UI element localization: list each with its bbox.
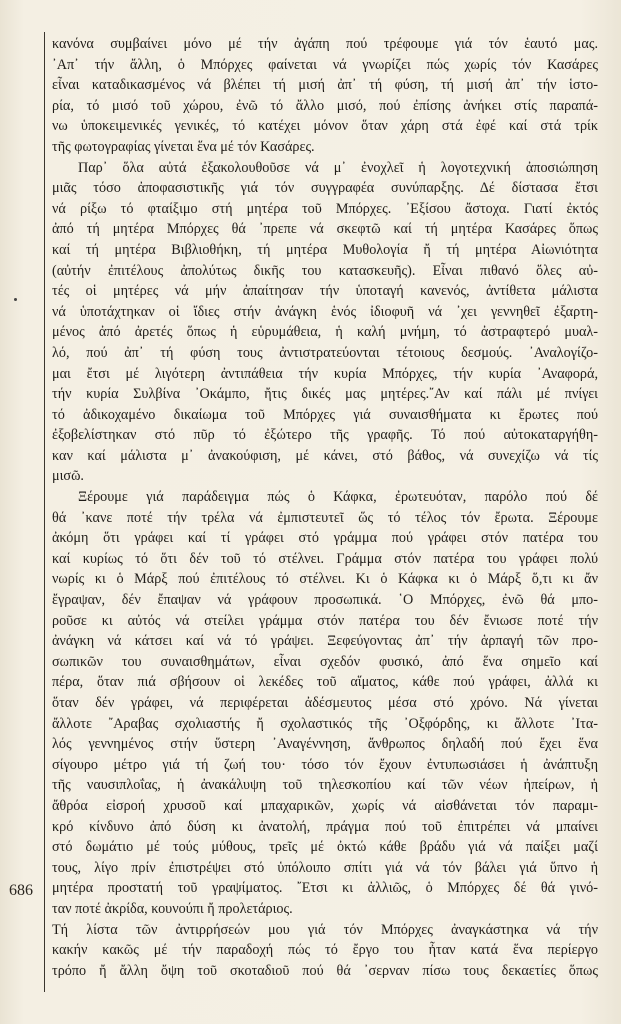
text-line: νά ὑποτάχτηκαν οἱ ἴδιες στήν ἀνάγκη ἑνός ἰδιοφυῆ νά ᾿χει γεννηθεῖ ἐξαρτη- [52,303,598,320]
text-line: νωρίς κι ὁ Μάρξ πού ἐπιτέλους τό στέλνει. Κι ὁ Κάφκα κι ὁ Μάρξ ὅ,τι κι ἄν [52,571,598,588]
text-line: (αὐτήν ἐπιτέλους ἀπολύτως δικῆς του κατασκευῆς). Εἶναι πιθανό ὅλες αὐ- [52,262,598,279]
text-line: ἄλλοτε ῎Αραβας σχολιαστής ἤ σχολαστικός τῆς ᾿Οξφόρδης, κι ἄλλοτε ᾿Ιτα- [52,715,598,732]
text-line: νω ὑποκειμενικές γενικές, τό κατέχει μόνον ὅταν χάρη στά ἐφέ καί στά τρίκ [52,118,598,135]
body-text [52,34,598,981]
text-line: λό, πού ἀπ᾿ τή φύση τους ἀντιστρατεύονται τέτοιους δεσμούς. ᾿Αναλογίζο- [52,344,598,361]
text-line: ἄθρόα εἰσροή χρυσοῦ καί μπαχαρικῶν, χωρίς νά αἰσθάνεται τόν παραμι- [52,797,598,814]
text-line: σωπικῶν του συναισθημάτων, εἶναι σχεδόν φυσικό, ἀπό ἕνα σημεῖο καί [52,653,598,670]
text-line: τρόπο ἤ ἄλλη ὄψη τοῦ σκοταδιοῦ πού θά ᾿σερναν πίσω τους δεκαετίες ὅπως [52,962,598,979]
page-number: 686 [9,882,33,899]
text-line: Παρ᾿ ὅλα αὐτά ἐξακολουθοῦσε νά μ᾿ ἐνοχλεῖ ἡ λογοτεχνική ἀποσιώπηση [78,159,598,176]
text-line: τές οἱ μητέρες νά μήν ἀπαίτησαν τήν ὑποταγή κανενός, ἀντίθετα μάλιστα [52,283,598,300]
text-line: καν καί μάλιστα μ᾿ ἀνακούφιση, μέ κάνει, στό βάθος, νά συνεχίζω νά τίς [52,447,598,464]
text-line: ἔγραψαν, δέν ἔπαψαν νά γράφουν προσωπικά. ῾Ο Μπόρχες, ἐνῶ θά μπο- [52,592,598,609]
text-line: ἀκόμη ὅτι γράφει καί τί γράφει στό γράμμα πού γράφει στόν πατέρα του [52,530,598,547]
paragraph [52,34,598,158]
text-line: μένος ἀπό ἀρετές ὅπως ἡ εὑρυμάθεια, ἡ καλή μνήμη, τό ἀστραφτερό μυαλ- [52,324,598,341]
text-line: Τή λίστα τῶν ἀντιρρήσεών μου γιά τόν Μπόρχες ἀναγκάστηκα νά τήν [52,921,598,938]
text-line: μητέρα προστατή τοῦ γραψίματος. ῎Ετσι κι ἀλλιῶς, ὁ Μπόρχες δέ θά γινό- [52,880,598,897]
text-line: ᾿Απ᾿ τήν ἄλλη, ὁ Μπόρχες φαίνεται νά γνωρίζει πώς χωρίς τόν Κασάρες [52,56,598,73]
text-line: κανόνα συμβαίνει μόνο μέ τήν ἀγάπη πού τρέφουμε γιά τόν ἑαυτό μας. [52,36,598,52]
text-line: καί τή μητέρα Βιβλιοθήκη, τή μητέρα Μυθολογία ἤ τή μητέρα Αἰωνιότητα [52,241,598,258]
text-line: ταν ποτέ ἀκρίδα, κουνούπι ἤ προλετάριος. [52,900,293,917]
text-line: κακήν κακῶς μέ τήν παραδοχή πώς τό ἔργο του ἦταν κατά ἕνα περίεργο [52,942,598,959]
text-line: ἀπό τή μητέρα Μπόρχες θά ᾿πρεπε νά σκεφτῶ καί τή μητέρα Κασάρες ὅπως [52,221,598,238]
paragraph [52,487,598,919]
text-line: μιᾶς τόσο ἀποφασιστικῆς γιά τόν συγγραφέα συνύπαρξης. Δέ δίστασα ἔτσι [52,180,598,197]
text-line: λός γεννημένος στήν ὕστερη ᾿Αναγέννηση, ἄνθρωπος δηλαδή πού ἔχει ἕνα [52,736,598,753]
text-line: ἀνάγκη νά κάτσει καί νά τό γράψει. Ξεφεύγοντας ἀπ᾿ τήν ἁρπαγή τῶν προ- [52,633,598,650]
margin-rule [44,32,45,992]
paragraph [52,920,598,982]
text-line: θά ᾿κανε ποτέ τήν τρέλα νά ἐμπιστευτεῖ ὥς τό τέλος τόν ἔρωτα. Ξέρουμε [52,509,598,526]
text-line: τῆς ναυσιπλοΐας, ἡ ἀνακάλυψη τοῦ τηλεσκοπίου καί τῶν νέων ἠπείρων, ἡ [52,777,598,794]
text-line: σίγουρο μέτρο γιά τή ζωή του· τόσο τόν ἔχουν ἐντυπωσιάσει ἡ ἀνάπτυξη [52,756,598,773]
text-line: ἐξοβελίστηκαν στό πῦρ τό ἐξώτερο τῆς γραφῆς. Τό πού αὐτοκαταργήθη- [52,427,598,444]
text-line: εἶναι καταδικασμένος νά βλέπει τή μισή ἀπ᾿ τή φύση, τή μισή ἀπ᾿ τήν ἱστο- [52,77,598,94]
text-line: στό δωμάτιο μέ τούς μύθους, τρεῖς μέ ὀκτώ κάθε βράδυ γιά νά παίξει μαζί [52,839,598,856]
text-line: κρό κίνδυνο ἀπό δύση κι ἀνατολή, πράγμα πού τοῦ ἐπιτρέπει νά μπαίνει [52,818,598,835]
ink-speck [14,298,17,301]
text-line: μισῶ. [52,468,84,485]
text-line: ρία, τό μισό τοῦ χώρου, ἐνῶ τό ἄλλο μισό, πού ἐπίσης ἀνήκει στίς παραπά- [52,97,598,114]
text-line: πέρα, ὅταν πιά σβήσουν οἱ λεκέδες τοῦ αἵματος, κάθε πού γράφει, ἀλλά κι [52,674,598,691]
text-line: νά ρίξω τό φταίξιμο στή μητέρα τοῦ Μπόρχες. ᾿Εξίσου ἄστοχα. Γιατί ἐκτός [52,200,598,217]
text-line: ροῦσε κι αὐτός νά στείλει γράμμα στόν πατέρα του δέν ἔνιωσε ποτέ τήν [52,612,598,629]
text-line: τήν κυρία Συλβίνα ᾿Οκάμπο, ἤτις δικές μας μητέρες.῎Αν καί πάλι μέ πνίγει [52,386,598,403]
text-line: Ξέρουμε γιά παράδειγμα πώς ὁ Κάφκα, ἐρωτευόταν, παρόλο πού δέ [78,489,598,506]
text-line: καί κυρίως τό ὅτι δέν τοῦ τό στέλνει. Γράμμα στόν πατέρα του γράφει πολύ [52,550,598,567]
text-line: τους, λίγο πρίν ἐπιστρέψει στό ὑπόλοιπο σπίτι γιά νά τόν βάλει γιά ὕπνο ἡ [52,859,598,876]
text-line: μαι ἔτσι μέ λιγότερη ἀντιπάθεια τήν κυρία Μπόρχες, τήν κυρία ᾿Αναφορά, [52,365,598,382]
paragraph [52,158,598,488]
text-line: τό ἀδικοχαμένο δικαίωμα τοῦ Μπόρχες γιά συναισθήματα κι ἔρωτες πού [52,406,598,423]
text-line: τῆς φωτογραφίας γίνεται ἕνα μέ τόν Κασάρες. [52,138,315,155]
text-line: ὅταν δέν γράφει, νά περιφέρεται ἀδέσμευτος μέσα στό χρόνο. Νά γίνεται [52,695,598,711]
